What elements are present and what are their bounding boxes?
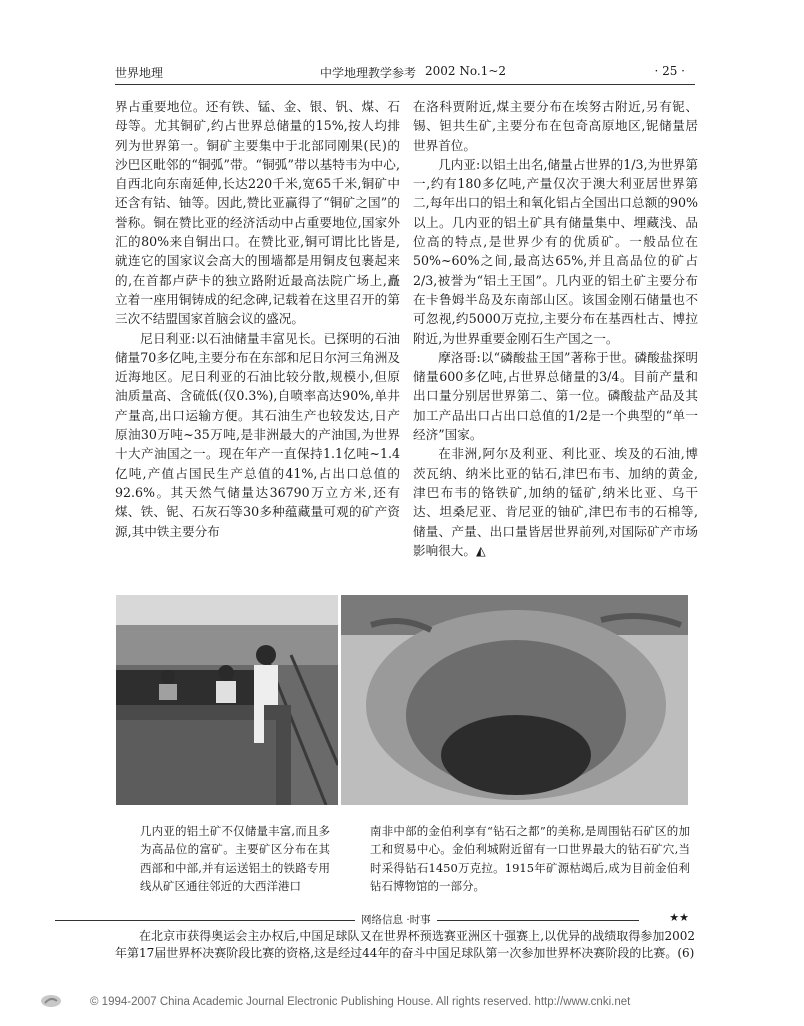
right-text-column [413, 97, 698, 560]
left-text-column [115, 97, 400, 541]
paragraph: 在非洲,阿尔及利亚、利比亚、埃及的石油,博茨瓦纳、纳米比亚的钻石,津巴布韦、加纳的黄金,津巴布韦的铬铁矿,加纳的锰矿,纳米比亚、乌干达、坦桑尼亚、肯尼亚的铀矿,津巴布韦的石棉等,储量、产量、出口量皆居世界前列,对国际矿产市场影响很大。◭ [413, 446, 698, 558]
paragraph: 尼日利亚:以石油储量丰富见长。已探明的石油储量70多亿吨,主要分布在东部和尼日尔河三角洲及近海地区。尼日利亚的石油比较分散,规模小,但原油质量高、含硫低(仅0.3%),自喷率高达90%,单井产量高,出口运输方便。其石油生产也较发达,日产原油30万吨~35万吨,是非洲最大的产油国,为世界十大产油国之一。现在年产一直保持1.1亿吨~1.4亿吨,产值占国民生产总值的41%,占出口总值的92.6%。其天然气储量达36790万立方米,还有煤、铁、铌、石灰石等30多种蕴藏量可观的矿产资源,其中铁主要分布 [115, 330, 400, 539]
news-label: 网络信息 ·时事 [355, 912, 437, 927]
right-photo-caption: 南非中部的金伯利享有“钻石之都”的美称,是周围钻石矿区的加工和贸易中心。金伯利城附近留有一口世界最大的钻石矿穴,当时采得钻石1450万克拉。1915年矿源枯竭后,成为目前金伯利钻石博物馆的一部分。 [370, 824, 690, 894]
left-photo-caption: 几内亚的铝土矿不仅储量丰富,而且多为高品位的富矿。主要矿区分布在其西部和中部,并有运送铝土的铁路专用线从矿区通往邻近的大西洋港口 [140, 824, 330, 894]
journal-title: 中学地理教学参考 [320, 66, 417, 80]
news-divider [55, 911, 689, 926]
page-footer [40, 992, 780, 1014]
divider-line [55, 920, 639, 921]
paragraph: 在洛科贾附近,煤主要分布在埃努古附近,另有铌、锡、钽共生矿,主要分布在包奇高原地区,铌储量居世界首位。 [413, 99, 698, 153]
bauxite-mine-illustration [116, 595, 338, 805]
issue-number: 2002 No.1~2 [425, 64, 507, 78]
paragraph: 界占重要地位。还有铁、锰、金、银、钒、煤、石母等。尤其铜矿,约占世界总储量的15%,按人均排列为世界第一。铜矿主要集中于北部同刚果(民)的沙巴区毗邻的“铜弧”带。“铜弧”带以基特韦为中心,自西北向东南延伸,长达220千米,宽65千米,铜矿中还含有钴、铀等。因此,赞比亚赢得了“铜矿之国”的誉称。铜在赞比亚的经济活动中占重要地位,国家外汇的80%来自铜出口。在赞比亚,铜可谓比比皆是,就连它的国家议会高大的围墙都是用铜皮包裹起来的,在首都卢萨卡的独立路附近最高法院广场上,矗立着一座用铜铸成的纪念碑,记载着在这里召开的第三次不结盟国家首脑会议的盛况。 [115, 99, 400, 327]
section-title: 世界地理 [115, 66, 164, 80]
kimberley-big-hole-photo [341, 595, 688, 805]
news-text: 在北京市获得奥运会主办权后,中国足球队又在世界杯预选赛亚洲区十强赛上,以优异的战绩取得参加2002年第17届世界杯决赛阶段比赛的资格,这是经过44年的奋斗中国足球队第一次参加世界杯决赛阶段的比赛。(6) [115, 929, 695, 960]
paragraph: 摩洛哥:以“磷酸盐王国”著称于世。磷酸盐探明储量600多亿吨,占世界总储量的3/4。目前产量和出口量分别居世界第二、第一位。磷酸盐产品及其加工产品出口占出口总值的1/2是一个典型的“单一经济”国家。 [413, 349, 698, 443]
big-hole-illustration [341, 595, 688, 805]
page-number: · 25 · [654, 64, 685, 78]
star-icon: ★★ [669, 911, 689, 924]
paragraph: 几内亚:以铝土出名,储量占世界的1/3,为世界第一,约有180多亿吨,产量仅次于澳大利亚居世界第二,每年出口的铝土和氧化铝占全国出口总额的90%以上。几内亚的铝土矿具有储量集中、埋藏浅、品位高的特点,是世界少有的优质矿。一般品位在50%~60%之间,最高达65%,并且高品位的矿占2/3,被誉为“铝土王国”。几内亚的铝土矿主要分布在卡鲁姆半岛及东南部山区。该国金刚石储量也不可忽视,约5000万克拉,主要分布在基西杜古、博拉附近,为世界重要金刚石生产国之一。 [413, 156, 698, 346]
page-header [115, 62, 695, 85]
publisher-logo-icon [40, 994, 62, 1008]
bauxite-mine-photo [116, 595, 338, 805]
copyright-notice: © 1994-2007 China Academic Journal Electronic Publishing House. All rights reserved. http://www.cnki.net [90, 996, 631, 1008]
